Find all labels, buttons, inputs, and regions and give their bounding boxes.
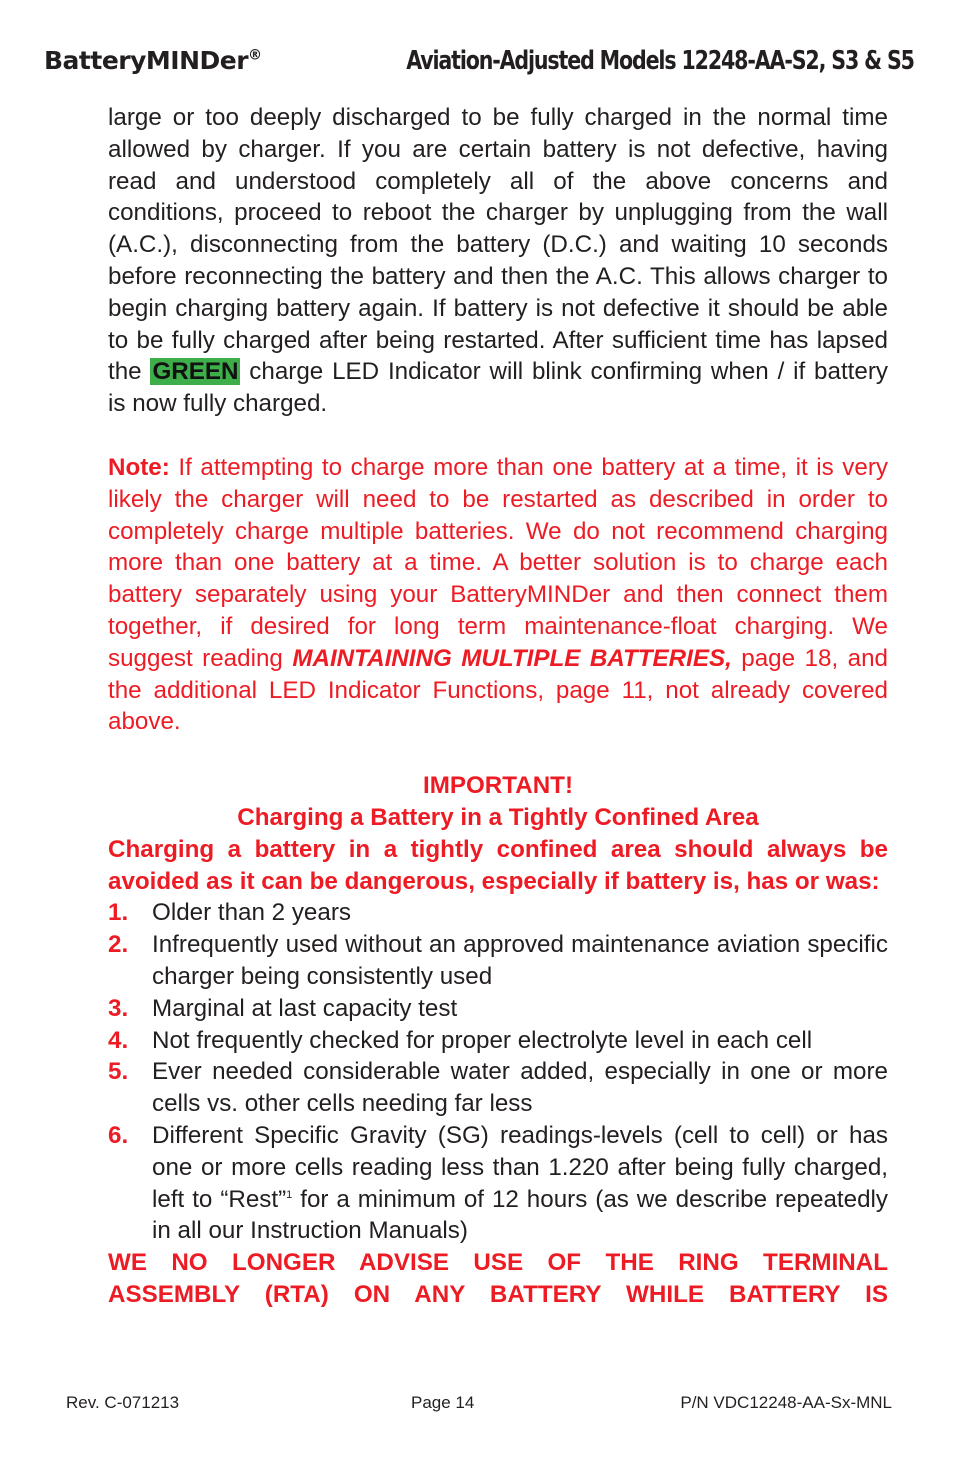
list-item: 6. Different Specific Gravity (SG) readings-levels (cell to cell) or has one or more cells reading less than 1.220 after being fully charged, left to “Rest”$^1$ for a minimum of 12 hours (as we describe repeatedly in all our Instruction Manuals): [108, 1121, 888, 1245]
list-item: 3. Marginal at last capacity test: [108, 994, 458, 1022]
page-content: [108, 102, 888, 1311]
models-title: Aviation-Adjusted Models 12248-AA-S2, S3 & S5: [406, 46, 914, 76]
rta-warning-line-1: WE NO LONGER ADVISE USE OF THE RING TERMINAL: [108, 1249, 888, 1277]
list-item: 2. Infrequently used without an approved maintenance aviation specific charger being consistently used: [108, 931, 888, 990]
page-header: [44, 46, 914, 86]
intro-paragraph: large or too deeply discharged to be fully charged in the normal time allowed by charger. If you are certain battery is not defective, having read and understood completely all of the above concerns and conditions, proceed to reboot the charger by unplugging from the wall (A.C.), disconnecting from the battery (D.C.) and waiting 10 seconds before reconnecting the battery and then the A.C. This allows charger to begin charging battery again. If battery is not defective it should be able to be fully charged after being restarted. After sufficient time has lapsed the GREEN charge LED Indicator will blink confirming when / if battery is now fully charged.: [108, 104, 888, 418]
condition-list: [108, 897, 888, 1247]
note-label: Note:: [108, 453, 170, 481]
revision-label: Rev. C-071213: [66, 1393, 180, 1412]
maintaining-multiple-ref: MAINTAINING MULTIPLE BATTERIES,: [292, 644, 732, 672]
note-paragraph: Note: If attempting to charge more than one battery at a time, it is very likely the charger will need to be restarted as described in order to completely charge multiple batteries. We do not recommend charging more than one battery at a time. A better solution is to charge each battery separately using your BatteryMINDer and then connect them together, if desired for long term maintenance-float charging. We suggest reading MAINTAINING MULTIPLE BATTERIES, page 18, and the additional LED Indicator Functions, page 11, not already covered above.: [108, 453, 888, 736]
list-item: 4. Not frequently checked for proper electrolyte level in each cell: [108, 1026, 813, 1054]
page-number: Page 14: [411, 1393, 475, 1412]
registered-mark: ®: [248, 47, 262, 64]
page-footer: [66, 1393, 892, 1417]
brand-text: BatteryMINDer: [44, 46, 249, 75]
footnote-marker: 1: [286, 1188, 293, 1201]
list-item: 1. Older than 2 years: [108, 899, 351, 927]
part-number: P/N VDC12248-AA-Sx-MNL: [680, 1393, 892, 1412]
green-indicator-label: GREEN: [152, 358, 239, 386]
list-item: 5. Ever needed considerable water added, especially in one or more cells vs. other cells needing far less: [108, 1058, 888, 1118]
warning-paragraph: Charging a battery in a tightly confined area should always be avoided as it can be dangerous, especially if battery is, has or was:: [108, 835, 888, 895]
rta-warning-line-2: ASSEMBLY (RTA) ON ANY BATTERY WHILE BATTERY IS: [108, 1280, 888, 1308]
section-subtitle: Charging a Battery in a Tightly Confined Area: [237, 803, 759, 831]
brand-name: [44, 46, 262, 75]
important-heading: IMPORTANT!: [422, 772, 574, 800]
